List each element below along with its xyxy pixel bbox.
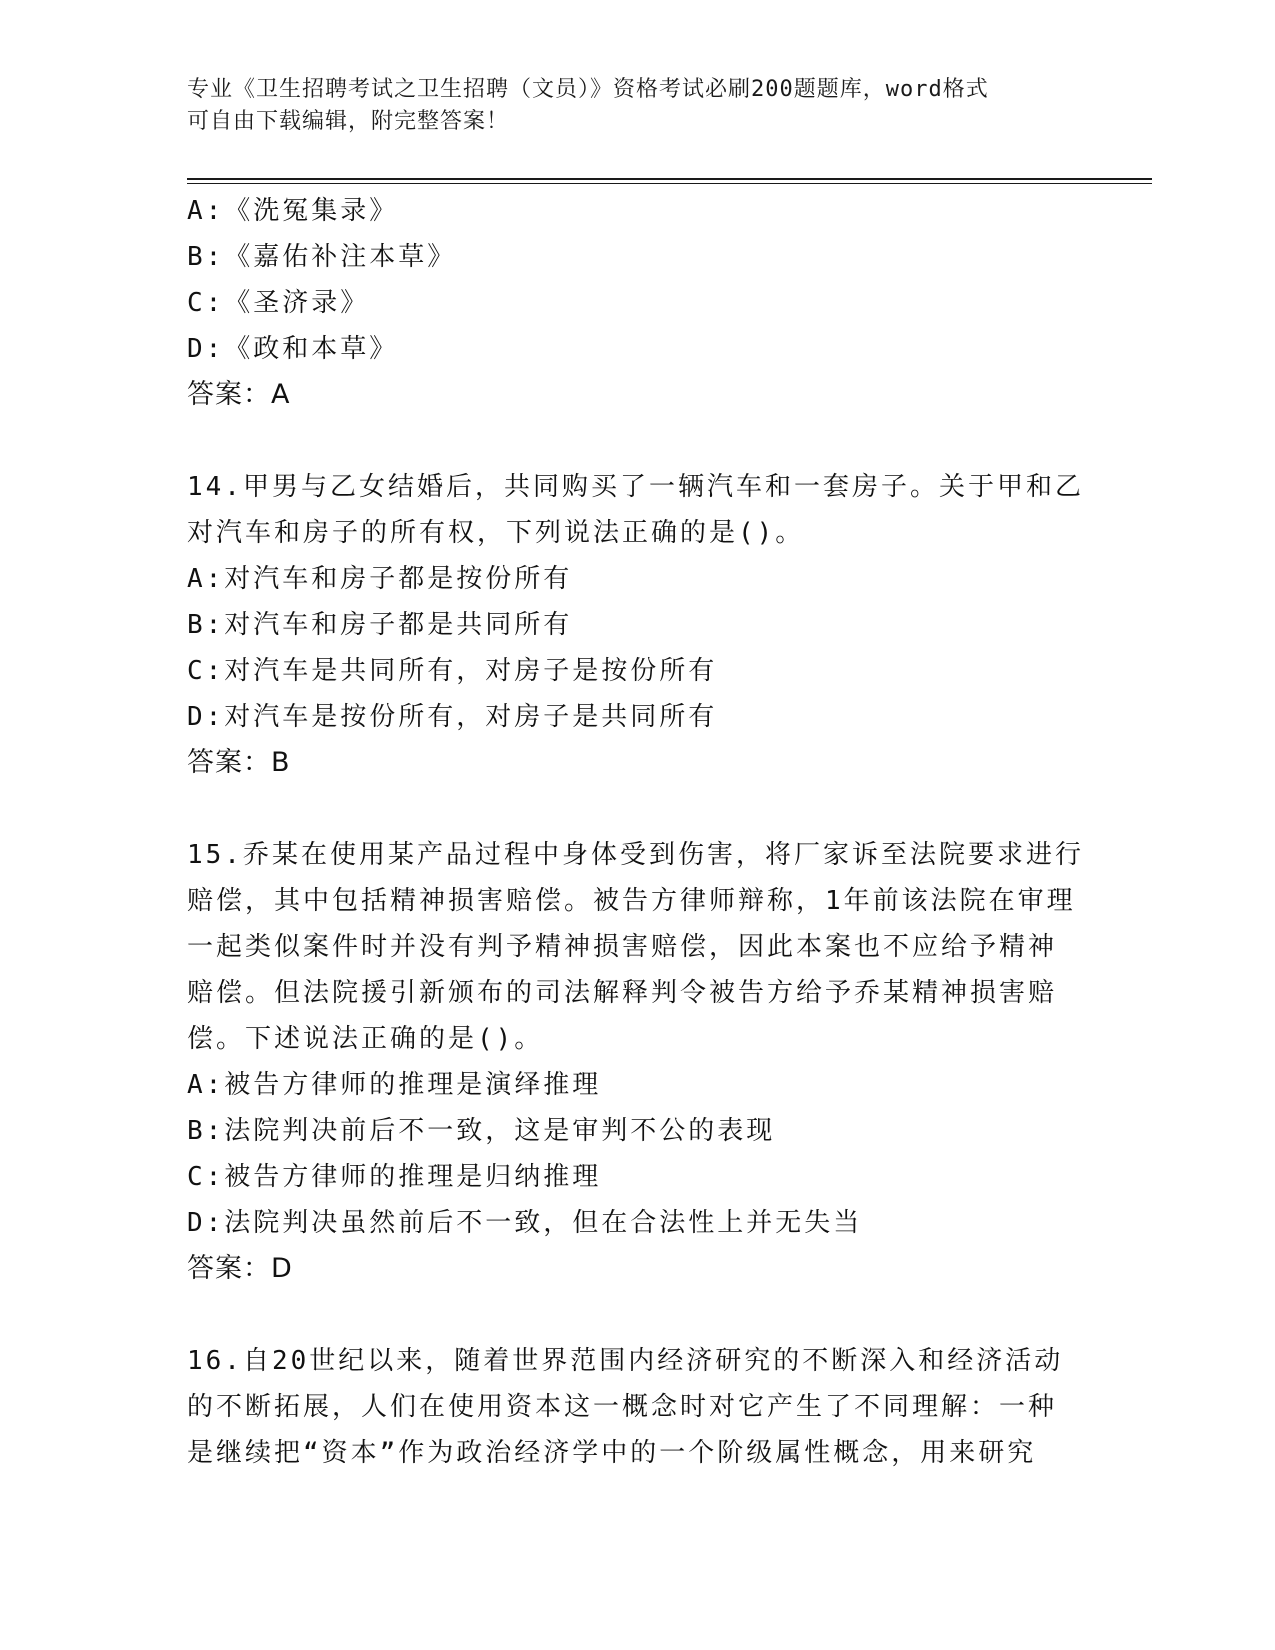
question-text-line: 16.自20世纪以来，随着世界范围内经济研究的不断深入和经济活动 bbox=[187, 1346, 1064, 1376]
spacer bbox=[187, 418, 1087, 464]
header-divider-thin bbox=[187, 183, 1152, 184]
option-a: A:被告方律师的推理是演绎推理 bbox=[187, 1070, 602, 1100]
option-c: C:被告方律师的推理是归纳推理 bbox=[187, 1162, 602, 1192]
option-d: D:对汽车是按份所有，对房子是共同所有 bbox=[187, 702, 718, 732]
spacer bbox=[187, 786, 1087, 832]
question-15 bbox=[187, 832, 1087, 1292]
question-text-line: 一起类似案件时并没有判予精神损害赔偿，因此本案也不应给予精神 bbox=[187, 932, 1058, 962]
question-text-line: 偿。下述说法正确的是()。 bbox=[187, 1024, 544, 1054]
answer-label: 答案：A bbox=[187, 379, 291, 410]
header-line-1: 专业《卫生招聘考试之卫生招聘（文员）》资格考试必刷200题题库，word格式 bbox=[187, 77, 989, 102]
question-text-line: 的不断拓展，人们在使用资本这一概念时对它产生了不同理解：一种 bbox=[187, 1392, 1058, 1422]
question-text-line: 15.乔某在使用某产品过程中身体受到伤害，将厂家诉至法院要求进行 bbox=[187, 840, 1084, 870]
option-b: B:《嘉佑补注本草》 bbox=[187, 242, 457, 272]
option-d: D:法院判决虽然前后不一致，但在合法性上并无失当 bbox=[187, 1208, 863, 1238]
option-a: A:《洗冤集录》 bbox=[187, 196, 399, 226]
option-d: D:《政和本草》 bbox=[187, 334, 399, 364]
question-text-line: 赔偿，其中包括精神损害赔偿。被告方律师辩称，1年前该法院在审理 bbox=[187, 886, 1076, 916]
document-body bbox=[187, 188, 1087, 1476]
question-14 bbox=[187, 464, 1087, 786]
header-line-2: 可自由下载编辑，附完整答案！ bbox=[187, 109, 510, 134]
option-c: C:对汽车是共同所有，对房子是按份所有 bbox=[187, 656, 718, 686]
answer-label: 答案：D bbox=[187, 1253, 293, 1284]
document-header bbox=[187, 74, 1067, 138]
question-13 bbox=[187, 188, 1087, 418]
header-divider-thick bbox=[187, 178, 1152, 180]
question-text-line: 对汽车和房子的所有权，下列说法正确的是()。 bbox=[187, 518, 805, 548]
option-b: B:法院判决前后不一致，这是审判不公的表现 bbox=[187, 1116, 776, 1146]
option-c: C:《圣济录》 bbox=[187, 288, 370, 318]
option-a: A:对汽车和房子都是按份所有 bbox=[187, 564, 573, 594]
answer-label: 答案：B bbox=[187, 747, 291, 778]
question-text-line: 是继续把“资本”作为政治经济学中的一个阶级属性概念，用来研究 bbox=[187, 1438, 1037, 1468]
question-text-line: 14.甲男与乙女结婚后，共同购买了一辆汽车和一套房子。关于甲和乙 bbox=[187, 472, 1084, 502]
option-b: B:对汽车和房子都是共同所有 bbox=[187, 610, 573, 640]
spacer bbox=[187, 1292, 1087, 1338]
question-text-line: 赔偿。但法院援引新颁布的司法解释判令被告方给予乔某精神损害赔 bbox=[187, 978, 1058, 1008]
question-16 bbox=[187, 1338, 1087, 1476]
